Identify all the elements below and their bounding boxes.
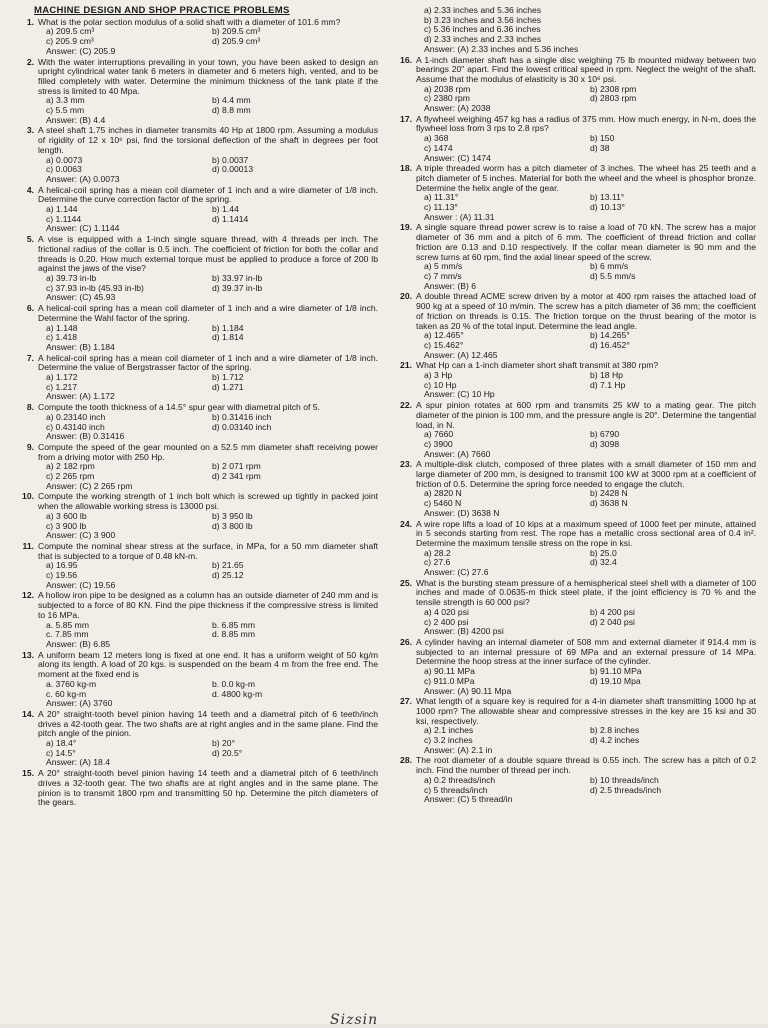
question-text: A helical-coil spring has a mean coil diameter of 1 inch and a wire diameter of 1/8 inch. Determine the curve correction factor of the spring.: [38, 184, 378, 205]
answer-options: [38, 680, 378, 699]
question-number: 13.: [22, 649, 34, 660]
question-text: What Hp can a 1-inch diameter short shaft transmit at 380 rpm?: [416, 360, 659, 371]
answer-option: a) 2038 rpm: [424, 83, 471, 94]
question-number: 24.: [400, 518, 412, 529]
question-item: [392, 115, 756, 164]
answer-options: [38, 156, 378, 175]
answer-options: [416, 134, 756, 153]
answer-key: Answer: (B) 6: [424, 280, 477, 291]
question-text: A 1-inch diameter shaft has a single disc weighing 75 lb mounted midway between two bearings 20" apart. Find the lowest critical speed in rpm. Neglect the weight of the shaft. Assume that the modulus of elasticity is 30 x 10⁶ psi.: [416, 54, 756, 84]
answer-option: d) 16.452°: [590, 339, 630, 350]
answer-option: a) 18.4°: [46, 738, 77, 749]
answer-option: a) 0.23140 inch: [46, 411, 106, 422]
answer-option: c) 5 threads/inch: [424, 784, 488, 795]
question-item: [14, 769, 378, 808]
question-item: [14, 651, 378, 709]
question-number: 27.: [400, 696, 412, 707]
answer-options: [38, 96, 378, 115]
answer-option: c. 60 kg-m: [46, 688, 87, 699]
question-item: [392, 697, 756, 755]
answer-option: a) 368: [424, 133, 449, 144]
answer-options: [416, 331, 756, 350]
answer-option: d. 8.85 mm: [212, 629, 255, 640]
answer-option: b) 1.44: [212, 204, 239, 215]
question-item: [392, 164, 756, 222]
left-column: [14, 6, 378, 1024]
answer-options: [38, 739, 378, 758]
answer-option: a) 3 Hp: [424, 370, 453, 381]
answer-key: Answer: (B) 6.85: [46, 639, 110, 649]
answer-key: Answer: (C) 10 Hp: [424, 389, 495, 400]
answer-option: c) 3.2 inches: [424, 735, 473, 746]
question-number: 12.: [22, 590, 34, 601]
answer-option: d) 3638 N: [590, 498, 628, 509]
answer-option: d) 2 341 rpm: [212, 471, 261, 482]
answer-options: [38, 621, 378, 640]
answer-key: Answer: (C) 5 thread/in: [424, 794, 513, 805]
question-text: What is the bursting steam pressure of a hemispherical steel shell with a diameter of 100 inches and made of 0.0635-m thick steel plate, if the joint efficiency is 70 % and the tensile strength is 60 000 psi?: [416, 577, 756, 608]
answer-option: c) 911.0 MPa: [424, 675, 475, 686]
answer-key: Answer: (A) 2.1 in: [424, 744, 493, 755]
question-item: [14, 542, 378, 591]
answer-option: c) 3 900 lb: [46, 520, 87, 531]
answer-key: Answer: (C) 205.9: [46, 45, 116, 56]
question-item: [14, 443, 378, 492]
question-number: 6.: [26, 303, 34, 314]
question-number: 14.: [22, 708, 34, 719]
answer-option: d) 32.4: [590, 557, 617, 568]
question-body: [38, 403, 378, 442]
answer-option: a) 7660: [424, 429, 454, 440]
answer-option: d) 2803 rpm: [590, 93, 637, 104]
answer-option: b. 6.85 mm: [212, 619, 255, 630]
answer-option: a) 90.11 MPa: [424, 666, 475, 677]
question-text: What is the polar section modulus of a solid shaft with a diameter of 101.6 mm?: [38, 16, 341, 27]
answer-option: b) 209.5 cm³: [212, 26, 261, 37]
answer-key: Answer: (A) 90.11 Mpa: [424, 685, 512, 696]
question-text: A helical-coil spring has a mean coil diameter of 1 inch and a wire diameter of 1/8 inch. Determine the value of Bergstrasser factor of the spring.: [38, 352, 378, 373]
answer-option: b) 6 mm/s: [590, 261, 629, 272]
answer-key: Answer: (A) 7660: [424, 448, 491, 459]
answer-option: [590, 35, 756, 45]
answer-key: Answer: (B) 4200 psi: [424, 626, 504, 637]
answer-option: b. 0.0 kg-m: [212, 678, 255, 689]
question-item: [14, 354, 378, 403]
answer-option: d) 38: [590, 142, 610, 153]
answer-options: [416, 608, 756, 627]
answer-options: [416, 85, 756, 104]
answer-option: d) 8.8 mm: [212, 105, 251, 116]
answer-option: b) 150: [590, 133, 615, 144]
question-body: [416, 223, 756, 291]
answer-option: c) 15.462°: [424, 339, 464, 350]
answer-option: c) 5.5 mm: [46, 105, 85, 116]
answer-option: b) 0.31416 inch: [212, 411, 272, 422]
answer-option: b) 91.10 MPa: [590, 666, 642, 677]
question-item: [14, 58, 378, 126]
question-body: [38, 18, 378, 57]
question-text: Compute the speed of the gear mounted on a 52.5 mm diameter shaft receiving power from a driving motor with 250 Hp.: [38, 441, 378, 462]
answer-option: c) 5460 N: [424, 498, 462, 509]
question-body: [416, 164, 756, 222]
answer-option: c) 37.93 in-lb (45.93 in-lb): [46, 282, 144, 293]
question-number: 1.: [26, 16, 34, 27]
question-body: [416, 460, 756, 518]
answer-option: a) 5 mm/s: [424, 261, 463, 272]
answer-option: b) 3.23 inches and 3.56 inches: [424, 14, 542, 25]
answer-key: Answer: (A) 1.172: [46, 391, 115, 402]
answer-option: [590, 6, 756, 16]
answer-option: b) 2.8 inches: [590, 725, 640, 736]
question-text: A double thread ACME screw driven by a motor at 400 rpm raises the attached load of 900 kg at a speed of 10 m/min. The screw has a pitch diameter of 36 mm; the coefficient of friction on threads is 0.15. The friction torque on the thrust bearing of the motor is taken as 20 % of the total input. Determine the lead angle.: [416, 291, 756, 331]
answer-option: b) 1.184: [212, 322, 244, 333]
question-text: A single square thread power screw is to raise a load of 70 kN. The screw has a major diameter of 36 mm and a pitch of 6 mm. The coefficient of thread friction and collar friction are 0.13 and 0.10 respectively. If the collar mean diameter is 90 mm and the screw turns at 60 rpm, find the axial linear speed of the screw.: [416, 222, 756, 262]
question-item: [14, 710, 378, 768]
answer-option: c) 3900: [424, 438, 453, 449]
question-text: A 20° straight-tooth bevel pinion having 14 teeth and a diametral pitch of 6 teeth/inch drives a 32-tooth gear. The two shafts are at right angles and in the same plane. The pinion is to transmit 1800 rpm and transmitting 50 hp. Determine the pitch diameters of the gears.: [38, 768, 378, 808]
answer-key: Answer: (B) 4.4: [46, 114, 106, 125]
question-text: Compute the tooth thickness of a 14.5° spur gear with diametral pitch of 5.: [38, 402, 320, 413]
question-text: A uniform beam 12 meters long is fixed at one end. It has a uniform weight of 50 kg/m along its length. A load of 20 kgs. is suspended on the beam 4 m from the free end. The moment at the fixed end is: [38, 649, 378, 680]
question-body: [416, 6, 756, 55]
question-item: [392, 756, 756, 805]
question-number: 15.: [22, 768, 34, 779]
answer-option: [590, 25, 756, 35]
question-body: [38, 126, 378, 184]
answer-option: c) 1474: [424, 142, 453, 153]
answer-options: [416, 726, 756, 745]
answer-option: b) 25.0: [590, 547, 617, 558]
answer-key: Answer: (C) 2 265 rpm: [46, 480, 133, 491]
question-number: 8.: [26, 402, 34, 413]
answer-options: [416, 549, 756, 568]
question-number: 26.: [400, 637, 412, 647]
answer-options: [38, 205, 378, 224]
answer-option: d) 3 800 lb: [212, 520, 253, 531]
question-number: 16.: [400, 54, 412, 65]
answer-options: [38, 413, 378, 432]
answer-option: b) 14.265°: [590, 330, 630, 341]
answer-option: d) 2.33 inches and 2.33 inches: [424, 34, 542, 45]
question-number: 2.: [26, 56, 34, 67]
answer-key: Answer: (C) 19.56: [46, 579, 116, 590]
answer-option: d) 1.271: [212, 381, 244, 392]
question-number: 22.: [400, 400, 412, 411]
question-number: 7.: [26, 352, 34, 363]
question-text: A vise is equipped with a 1-inch single square thread, with 4 threads per inch. The frictional radius of the collar is 0.5 inch. The coefficient of friction for both the collar and threads is 0.20. How much external torque must be applied to produce a force of 200 lb against the jaws of the vise?: [38, 234, 378, 274]
question-body: [38, 769, 378, 808]
question-number: [392, 6, 416, 55]
answer-option: b) 2428 N: [590, 488, 628, 499]
question-body: [416, 638, 756, 696]
answer-option: c) 1.1144: [46, 213, 82, 224]
answer-option: a) 11.31°: [424, 192, 459, 203]
answer-option: b) 33.97 in-lb: [212, 272, 263, 283]
answer-option: b) 2308 rpm: [590, 83, 637, 94]
answer-option: a) 16.95: [46, 560, 78, 571]
question-item: [392, 292, 756, 360]
question-item: [14, 304, 378, 353]
answer-options: [38, 561, 378, 580]
question-item: [392, 223, 756, 291]
question-body: [38, 542, 378, 591]
question-body: [416, 579, 756, 637]
answer-options: [416, 489, 756, 508]
question-item: [392, 520, 756, 578]
question-number: 9.: [26, 441, 34, 452]
answer-option: b) 2 071 rpm: [212, 461, 261, 472]
question-item: [392, 638, 756, 696]
question-item: [14, 492, 378, 541]
question-body: [38, 235, 378, 303]
answer-key: Answer: (C) 1.1144: [46, 223, 120, 234]
answer-option: a) 12.465°: [424, 330, 464, 341]
answer-option: b) 4 200 psi: [590, 606, 635, 617]
question-number: 20.: [400, 291, 412, 302]
question-body: [416, 520, 756, 578]
question-item: [14, 126, 378, 184]
answer-key: Answer: (A) 0.0073: [46, 173, 120, 184]
question-text: What length of a square key is required for a 4-in diameter shaft transmitting 1000 hp at 1000 rpm? The allowable shear and compressive stresses in the key are 15 ksi and 30 ksi, respectively.: [416, 696, 756, 726]
answer-option: a. 3760 kg-m: [46, 678, 97, 689]
answer-options: [416, 776, 756, 795]
answer-key: Answer: (A) 18.4: [46, 757, 110, 768]
question-item: [14, 591, 378, 649]
question-body: [416, 292, 756, 360]
question-number: 25.: [400, 577, 412, 588]
answer-option: b) 10 threads/inch: [590, 774, 659, 785]
question-text: A cylinder having an internal diameter of 508 mm and external diameter if 914.4 mm is subjected to an internal pressure of 69 MPa and an external pressure of 14 MPa. Determine the hoop stress at the inner surface of the cylinder.: [416, 637, 756, 667]
question-body: [416, 56, 756, 114]
answer-option: c) 11.13°: [424, 202, 458, 213]
question-item: [14, 403, 378, 442]
question-text: A spur pinion rotates at 600 rpm and transmits 25 kW to a mating gear. The pitch diameter of the pinion is 100 mm, and the pressure angle is 20°. Determine the tangential load, in N.: [416, 400, 756, 430]
answer-option: b) 13.11°: [590, 192, 625, 203]
question-body: [38, 304, 378, 353]
question-number: 19.: [400, 222, 412, 233]
answer-option: d) 10.13°: [590, 202, 625, 213]
answer-key: Answer: (A) 2038: [424, 103, 491, 114]
answer-option: b) 21.65: [212, 560, 244, 571]
answer-option: a) 2.33 inches and 5.36 inches: [424, 6, 542, 15]
question-item: [392, 460, 756, 518]
question-body: [38, 591, 378, 649]
question-text: A multiple-disk clutch, composed of three plates with a small diameter of 150 mm and large diameter of 200 mm, is designed to transmit 100 kW at 3000 rpm at a coefficient of friction of 0.5. Determine the spring force needed to engage the clutch.: [416, 459, 756, 489]
answer-key: Answer: (A) 12.465: [424, 349, 498, 360]
question-number: 10.: [22, 491, 34, 502]
question-text: The root diameter of a double square thread is 0.55 inch. The screw has a pitch of 0.2 inch. Find the number of thread per inch.: [416, 755, 756, 776]
question-body: [416, 756, 756, 805]
answer-option: c) 27.6: [424, 557, 451, 568]
question-number: 5.: [26, 234, 34, 245]
answer-options: [416, 371, 756, 390]
answer-option: a) 0.2 threads/inch: [424, 774, 496, 785]
answer-option: c) 1.418: [46, 332, 78, 343]
answer-key: Answer: (A) 2.33 inches and 5.36 inches: [424, 43, 579, 54]
question-body: [38, 710, 378, 768]
answer-option: d) 7.1 Hp: [590, 379, 626, 390]
answer-option: a) 0.0073: [46, 154, 83, 165]
question-body: [416, 115, 756, 164]
answer-options: [416, 262, 756, 281]
answer-option: a) 2 182 rpm: [46, 461, 95, 472]
question-text: A 20° straight-tooth bevel pinion having 14 teeth and a diametral pitch of 6 teeth/inch drives a 42-tooth gear. The two shafts are at right angles and in the same plane. Find the pitch angle of the pinion.: [38, 708, 378, 739]
answer-option: c) 2 265 rpm: [46, 471, 95, 482]
answer-option: c) 2380 rpm: [424, 93, 470, 104]
answer-key: Answer: (B) 0.31416: [46, 431, 125, 442]
answer-option: a) 28.2: [424, 547, 451, 558]
question-item: [14, 186, 378, 235]
answer-option: b) 1.712: [212, 372, 244, 383]
answer-options: [38, 462, 378, 481]
answer-option: d) 25.12: [212, 570, 244, 581]
right-column: [392, 6, 756, 1024]
answer-options: [416, 667, 756, 686]
answer-option: [590, 16, 756, 26]
answer-option: d) 4.2 inches: [590, 735, 640, 746]
answer-option: d) 1.814: [212, 332, 244, 343]
answer-option: d) 3098: [590, 438, 620, 449]
question-item: [392, 401, 756, 459]
question-item: [14, 235, 378, 303]
question-text: A hollow iron pipe to be designed as a column has an outside diameter of 240 mm and is subjected to a force of 80 KN. Find the pipe thickness if the compressive stress is limited to 16 MPa.: [38, 590, 378, 620]
answer-option: c) 205.9 cm³: [46, 36, 94, 47]
answer-option: d) 0.03140 inch: [212, 421, 272, 432]
answer-option: c. 7.85 mm: [46, 629, 89, 640]
question-item: [392, 361, 756, 400]
question-number: 23.: [400, 459, 412, 470]
question-body: [38, 443, 378, 492]
answer-option: a) 4 020 psi: [424, 606, 469, 617]
answer-option: c) 1.217: [46, 381, 78, 392]
answer-options: [416, 193, 756, 212]
answer-option: d) 1.1414: [212, 213, 249, 224]
question-text: A triple threaded worm has a pitch diameter of 3 inches. The wheel has 25 teeth and a pitch diameter of 5 inches. Material for both the wheel and the wheel is phosphor bronze. Determine the helix angle of the gear.: [416, 163, 756, 193]
answer-options: [38, 274, 378, 293]
answer-option: c) 0.0063: [46, 164, 82, 175]
answer-option: c) 0.43140 inch: [46, 421, 105, 432]
question-number: 4.: [26, 184, 34, 195]
question-body: [38, 58, 378, 126]
answer-key: Answer: (C) 3 900: [46, 530, 116, 541]
answer-option: b) 20°: [212, 738, 236, 749]
answer-option: d) 2.5 threads/inch: [590, 784, 662, 795]
question-text: With the water interruptions prevailing in your town, you have been asked to design an upright cylindrical water tank 6 meters in diameter and 6 meters high, vented, and to be filled completely with water. Determine the minimum thickness of the tank plate if the stress is limited to 40 Mpa.: [38, 56, 378, 96]
answer-option: a) 2820 N: [424, 488, 462, 499]
question-item: [392, 6, 756, 55]
answer-option: b) 18 Hp: [590, 370, 623, 381]
answer-option: b) 4.4 mm: [212, 95, 251, 106]
answer-option: b) 6790: [590, 429, 620, 440]
answer-options: [38, 324, 378, 343]
question-number: 21.: [400, 360, 412, 371]
answer-option: d) 0.00013: [212, 164, 254, 175]
question-body: [38, 492, 378, 541]
answer-option: d) 19.10 Mpa: [590, 675, 641, 686]
answer-option: d) 205.9 cm³: [212, 36, 261, 47]
answer-option: d) 2 040 psi: [590, 616, 635, 627]
answer-options: [416, 430, 756, 449]
answer-option: b) 3 950 lb: [212, 510, 253, 521]
question-number: 28.: [400, 755, 412, 766]
document-title: MACHINE DESIGN AND SHOP PRACTICE PROBLEMS: [34, 6, 290, 16]
question-number: 3.: [26, 125, 34, 136]
question-body: [416, 401, 756, 459]
question-body: [416, 361, 756, 400]
answer-option: a) 3.3 mm: [46, 95, 85, 106]
answer-key: Answer: (A) 3760: [46, 698, 113, 709]
answer-key: Answer: (D) 3638 N: [424, 507, 500, 518]
answer-option: d) 39.37 in-lb: [212, 282, 263, 293]
answer-options: [38, 512, 378, 531]
answer-option: c) 5.36 inches and 6.36 inches: [424, 24, 541, 35]
question-text: A helical-coil spring has a mean coil diameter of 1 inch and a wire diameter of 1/8 inch. Determine the Wahl factor of the spring.: [38, 303, 378, 323]
question-text: A flywheel weighing 457 kg has a radius of 375 mm. How much energy, in N-m, does the flywheel loss from 3 rps to 2.8 rps?: [416, 113, 756, 134]
answer-option: a) 3 600 lb: [46, 510, 87, 521]
question-text: A wire rope lifts a load of 10 kips at a maximum speed of 1000 feet per minute, attained in 5 seconds starting from rest. The rope has a metallic cross sectional area of 0.4 in². Determine the maximum tensile stress on the rope in ksi.: [416, 518, 756, 548]
question-body: [38, 186, 378, 235]
question-item: [14, 18, 378, 57]
question-number: 17.: [400, 113, 412, 124]
question-item: [392, 56, 756, 114]
answer-option: d. 4800 kg-m: [212, 688, 263, 699]
question-text: A steel shaft 1.75 inches in diameter transmits 40 Hp at 1800 rpm. Assuming a modulus of rigidity of 12 x 10⁶ psi, find the torsional deflection of the shaft in degrees per foot length.: [38, 125, 378, 155]
answer-key: Answer: (B) 1.184: [46, 341, 115, 352]
question-body: [38, 651, 378, 709]
answer-options: [38, 27, 378, 46]
answer-option: a) 1.144: [46, 204, 78, 215]
answer-options: [416, 6, 756, 45]
answer-key: Answer: (C) 27.6: [424, 567, 489, 578]
answer-option: c) 7 mm/s: [424, 270, 462, 281]
question-item: [392, 579, 756, 637]
answer-option: a) 39.73 in-lb: [46, 272, 97, 283]
answer-option: d) 5.5 mm/s: [590, 270, 636, 281]
question-text: Compute the working strength of 1 inch bolt which is screwed up tightly in packed joint when the allowable working stress is 13000 psi.: [38, 491, 378, 512]
answer-key: Answer: (C) 1474: [424, 152, 491, 163]
answer-option: a) 1.172: [46, 372, 78, 383]
answer-options: [38, 373, 378, 392]
answer-option: b) 0.0037: [212, 154, 249, 165]
answer-option: c) 2 400 psi: [424, 616, 469, 627]
question-body: [416, 697, 756, 755]
handwritten-signature: Sizsin: [330, 1012, 379, 1028]
answer-key: Answer : (A) 11.31: [424, 211, 495, 222]
answer-option: a) 1.148: [46, 322, 78, 333]
question-body: [38, 354, 378, 403]
answer-option: a. 5.85 mm: [46, 619, 89, 630]
question-text: Compute the nominal shear stress at the surface, in MPa, for a 50 mm diameter shaft that is subjected to a torque of 0.48 kN-m.: [38, 540, 378, 561]
answer-option: a) 2.1 inches: [424, 725, 474, 736]
answer-option: c) 14.5°: [46, 747, 76, 758]
answer-key: Answer: (C) 45.93: [46, 292, 116, 303]
answer-option: c) 10 Hp: [424, 379, 457, 390]
question-number: 18.: [400, 163, 412, 174]
answer-option: c) 19.56: [46, 570, 78, 581]
question-number: 11.: [22, 540, 34, 551]
answer-option: a) 209.5 cm³: [46, 26, 95, 37]
answer-option: d) 20.5°: [212, 747, 243, 758]
